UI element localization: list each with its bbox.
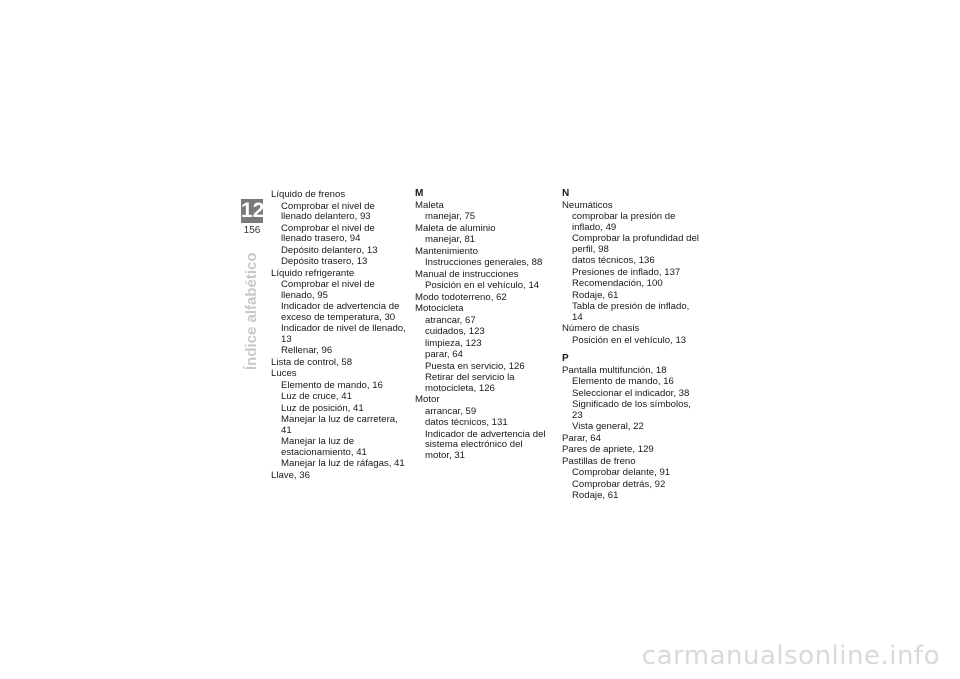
index-entry <box>415 224 550 246</box>
index-subentry: Luz de cruce, 41 <box>281 391 352 402</box>
index-subentry: Manejar la luz de ráfagas, 41 <box>281 458 405 469</box>
index-entry-title: Líquido de frenos <box>271 189 346 200</box>
index-subentry: Rellenar, 96 <box>281 345 333 356</box>
index-subentry: Manejar la luz de estacionamiento, 41 <box>281 436 367 458</box>
index-subentry: Luz de posición, 41 <box>281 402 364 414</box>
index-entry <box>271 358 406 369</box>
index-subentry: limpieza, 123 <box>425 337 482 349</box>
chapter-title: Índice alfabético <box>243 252 260 370</box>
index-subentry: Depósito trasero, 13 <box>281 256 368 267</box>
watermark: carmanualsonline.info <box>641 641 940 671</box>
index-entry <box>562 434 702 445</box>
index-subentry: Retirar del servicio la motocicleta, 126 <box>425 372 515 394</box>
index-entry <box>562 366 702 433</box>
index-subentry: Vista general, 22 <box>572 421 644 432</box>
index-subentry: Elemento de mando, 16 <box>281 379 383 391</box>
index-subentry: Puesta en servicio, 126 <box>425 360 525 372</box>
index-column-3 <box>562 189 702 502</box>
index-entry-title: Motor <box>415 394 440 405</box>
index-entry-title: Maleta <box>415 199 444 211</box>
index-subentry: arrancar, 59 <box>425 405 477 417</box>
index-subentry: atrancar, 67 <box>425 314 476 326</box>
index-subentry: Comprobar delante, 91 <box>572 467 671 478</box>
index-subentry: Presiones de inflado, 137 <box>572 266 681 278</box>
index-subentry: cuidados, 123 <box>425 326 485 337</box>
index-entry <box>415 247 550 269</box>
index-entry-title: Manual de instrucciones <box>415 268 519 280</box>
index-subentry: parar, 64 <box>425 349 463 360</box>
index-entry-title: Pares de apriete, 129 <box>562 444 654 455</box>
index-entry-title: Llave, 36 <box>271 469 310 481</box>
index-entry <box>562 324 702 346</box>
index-letter: N <box>562 188 570 199</box>
group-gap <box>562 346 702 354</box>
index-subentry: Recomendación, 100 <box>572 278 663 289</box>
index-entry <box>271 471 406 482</box>
index-subentry: Indicador de advertencia de exceso de temperatura, 30 <box>281 301 400 323</box>
index-subentry: Comprobar la profundidad del perfil, 98 <box>572 233 699 255</box>
index-subentry: comprobar la presión de inflado, 49 <box>572 211 676 233</box>
index-subentry: Depósito delantero, 13 <box>281 244 378 256</box>
index-subentry: Elemento de mando, 16 <box>572 376 674 387</box>
index-entry-title: Modo todoterreno, 62 <box>415 291 507 303</box>
index-subentry: datos técnicos, 131 <box>425 417 508 428</box>
index-entry <box>415 201 550 223</box>
index-subentry: Posición en el vehículo, 14 <box>425 280 540 291</box>
index-subentry: Posición en el vehículo, 13 <box>572 334 687 346</box>
index-subentry: manejar, 81 <box>425 234 476 245</box>
index-subentry: manejar, 75 <box>425 211 476 222</box>
index-entry-title: Maleta de aluminio <box>415 222 496 234</box>
index-entry <box>562 457 702 502</box>
index-column-2 <box>415 189 550 461</box>
index-entry-title: Motocicleta <box>415 303 464 314</box>
index-entry <box>415 395 550 461</box>
index-entry <box>562 445 702 456</box>
index-entry-title: Pastillas de freno <box>562 455 636 467</box>
index-entry <box>271 190 406 268</box>
chapter-tab <box>241 199 263 241</box>
index-subentry: Tabla de presión de inflado, 14 <box>572 301 690 323</box>
index-subentry: Indicador de nivel de llenado, 13 <box>281 323 406 345</box>
index-subentry: Significado de los símbolos, 23 <box>572 399 691 421</box>
index-entry <box>271 369 406 470</box>
page-number: 156 <box>243 225 261 236</box>
index-subentry: Comprobar el nivel de llenado trasero, 94 <box>281 222 375 244</box>
index-subentry: Rodaje, 61 <box>572 289 619 301</box>
index-subentry: Instrucciones generales, 88 <box>425 257 543 268</box>
index-column-1 <box>271 189 406 481</box>
chapter-number: 12 <box>241 199 265 222</box>
index-entry <box>415 304 550 394</box>
index-entry-title: Pantalla multifunción, 18 <box>562 364 667 376</box>
index-subentry: Rodaje, 61 <box>572 490 619 501</box>
index-letter: M <box>415 188 424 199</box>
index-subentry: Comprobar el nivel de llenado delantero, 93 <box>281 200 375 222</box>
index-subentry: Comprobar detrás, 92 <box>572 478 666 490</box>
index-entry-title: Parar, 64 <box>562 432 601 444</box>
index-entry-title: Mantenimiento <box>415 245 478 257</box>
index-subentry: datos técnicos, 136 <box>572 255 655 266</box>
index-subentry: Indicador de advertencia del sistema electrónico del motor, 31 <box>425 428 546 461</box>
index-subentry: Manejar la luz de carretera, 41 <box>281 414 398 436</box>
index-entry <box>562 201 702 324</box>
index-letter: P <box>562 353 569 364</box>
index-entry <box>415 270 550 292</box>
index-entry <box>415 293 550 304</box>
index-entry-title: Líquido refrigerante <box>271 267 355 279</box>
index-entry-title: Luces <box>271 368 297 379</box>
index-subentry: Seleccionar el indicador, 38 <box>572 387 690 399</box>
index-entry-title: Neumáticos <box>562 199 613 211</box>
index-subentry: Comprobar el nivel de llenado, 95 <box>281 279 375 301</box>
index-entry-title: Lista de control, 58 <box>271 356 353 368</box>
index-entry-title: Número de chasis <box>562 323 640 334</box>
index-entry <box>271 269 406 357</box>
